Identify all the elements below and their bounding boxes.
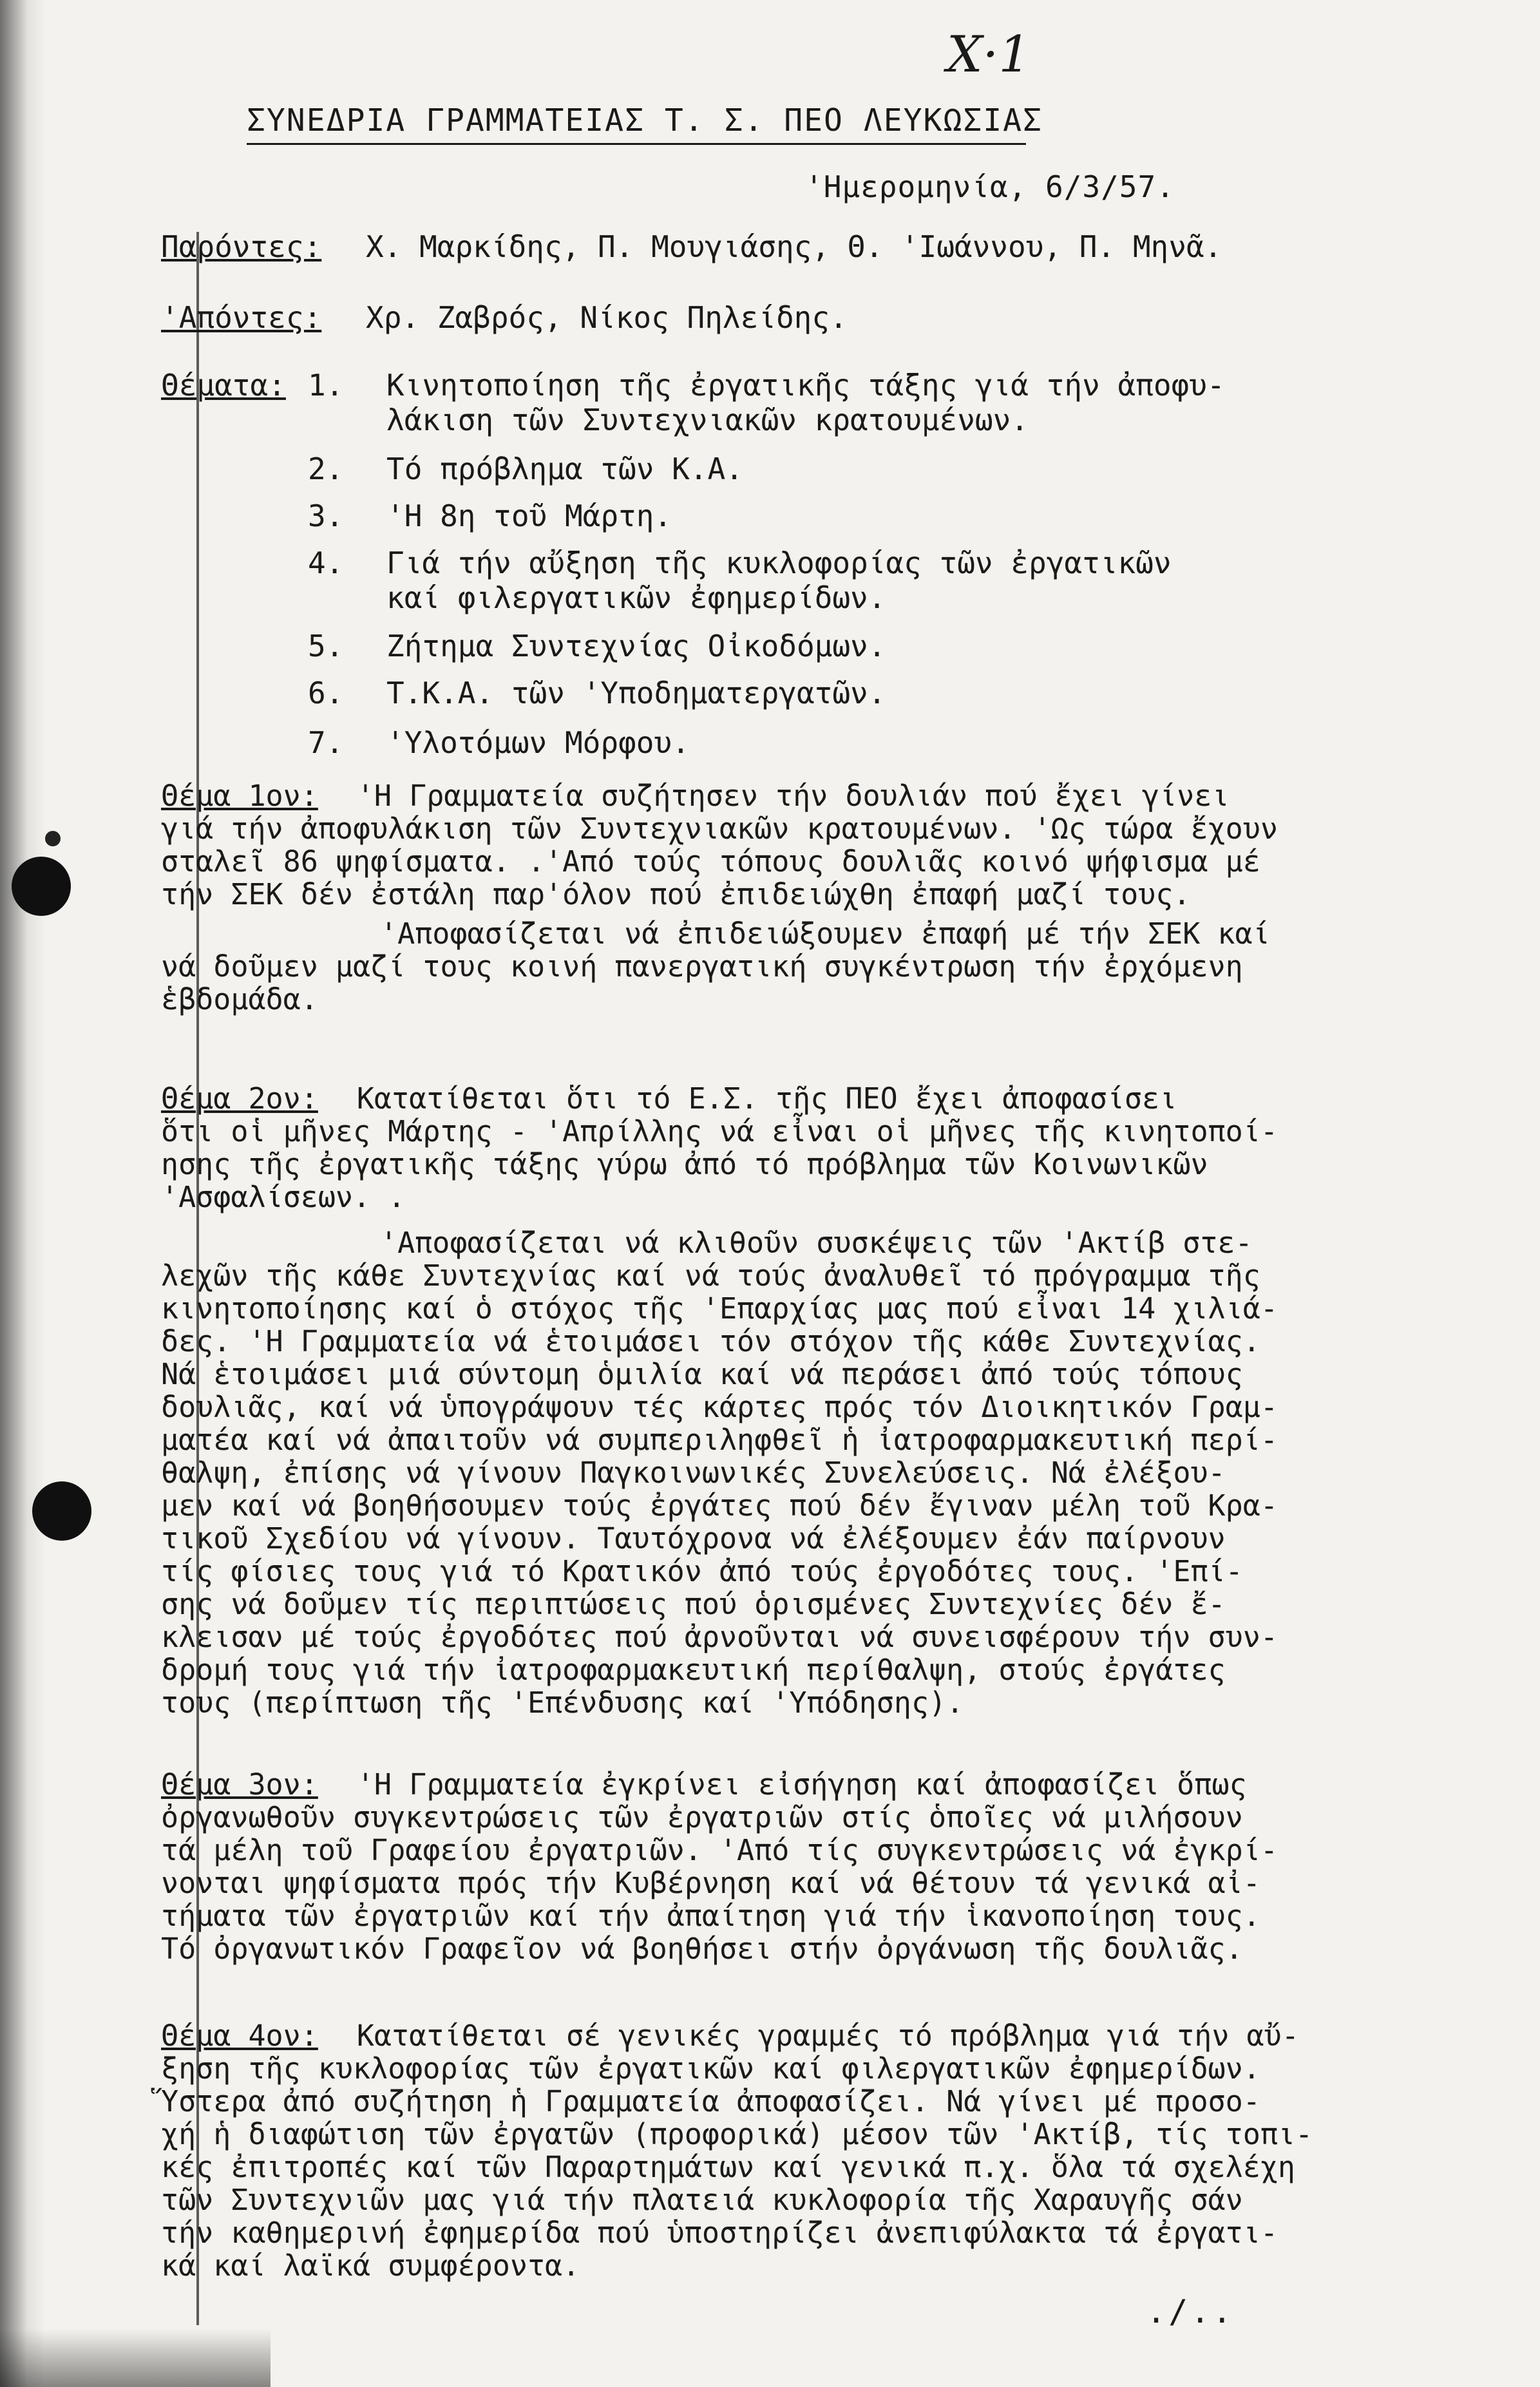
section-line: θαλψη, ἐπίσης νά γίνουν Παγκοινωνικές Συνελεύσεις. Νά ἐλέξου-	[161, 1456, 1226, 1490]
section-line: Νά ἑτοιμάσει μιά σύντομη ὁμιλία καί νά περάσει ἀπό τούς τόπους	[161, 1357, 1243, 1391]
topic-line: καί φιλεργατικῶν ἐφημερίδων.	[386, 580, 886, 615]
section-line: κές ἐπιτροπές καί τῶν Παραρτημάτων καί γενικά π.χ. ὅλα τά σχελέχη	[161, 2150, 1295, 2184]
section-line: μεν καί νά βοηθήσουμεν τούς ἐργάτες πού δέν ἔγιναν μέλη τοῦ Κρα-	[161, 1488, 1278, 1523]
document-date: 'Ημερομηνία, 6/3/57.	[805, 169, 1175, 204]
section-1	[161, 779, 1449, 1016]
section-line: δρομή τους γιά τήν ἰατροφαρμακευτική περίθαλψη, στούς ἐργάτες	[161, 1653, 1226, 1687]
section-3	[161, 1768, 1449, 1965]
topic-line: λάκιση τῶν Συντεχνιακῶν κρατουμένων.	[386, 403, 1029, 437]
section-line: σταλεῖ 86 ψηφίσματα. .'Από τούς τόπους δουλιᾶς κοινό ψήφισμα μέ	[161, 844, 1260, 879]
section-line: τήματα τῶν ἐργατριῶν καί τήν ἀπαίτηση γιά τήν ἱκανοποίηση τους.	[161, 1899, 1260, 1933]
topic-number: 6.	[308, 676, 344, 710]
section-line: 'Ασφαλίσεων. .	[161, 1180, 406, 1214]
section-line: 'Η Γραμματεία ἐγκρίνει εἰσήγηση καί ἀποφασίζει ὅπως	[356, 1767, 1247, 1802]
section-line: κινητοποίησης καί ὁ στόχος τῆς 'Επαρχίας μας πού εἶναι 14 χιλιά-	[161, 1291, 1278, 1326]
section-line: γιά τήν ἀποφυλάκιση τῶν Συντεχνιακῶν κρατουμένων. 'Ως τώρα ἔχουν	[161, 812, 1278, 846]
section-line: ξηση τῆς κυκλοφορίας τῶν ἐργατικῶν καί φιλεργατικῶν ἐφημερίδων.	[161, 2051, 1260, 2086]
topic-line: Τ.Κ.Α. τῶν 'Υποδηματεργατῶν.	[386, 676, 886, 710]
title-underline	[247, 143, 1026, 145]
section-line: νά δοῦμεν μαζί τους κοινή πανεργατική συγκέντρωση τήν ἐρχόμενη	[161, 949, 1243, 984]
topic-number: 1.	[308, 368, 344, 403]
absent-value: Χρ. Ζαβρός, Νίκος Πηλείδης.	[366, 300, 848, 335]
section-heading: Θέμα 4ον:	[161, 2019, 318, 2053]
section-2	[161, 1082, 1449, 1719]
topic-line: Τό πρόβλημα τῶν Κ.Α.	[386, 452, 743, 486]
section-line: τους (περίπτωση τῆς 'Επένδυσης καί 'Υπόδησης).	[161, 1686, 964, 1720]
section-4	[161, 2019, 1449, 2282]
punch-hole	[32, 1481, 91, 1541]
section-line: τά μέλη τοῦ Γραφείου ἐργατριῶν. 'Από τίς συγκεντρώσεις νά ἐγκρί-	[161, 1833, 1278, 1867]
section-line: 'Αποφασίζεται νά ἐπιδειώξουμεν ἐπαφή μέ τήν ΣΕΚ καί	[380, 917, 1270, 951]
absent-row	[161, 300, 848, 336]
section-line: τικοῦ Σχεδίου νά γίνουν. Ταυτόχρονα νά ἐλέξουμεν ἐάν παίρνουν	[161, 1521, 1226, 1555]
ink-dot	[45, 831, 61, 846]
section-line: κά καί λαϊκά συμφέροντα.	[161, 2249, 580, 2283]
section-line: τήν ΣΕΚ δέν ἐστάλη παρ'όλον πού ἐπιδειώχθη ἐπαφή μαζί τους.	[161, 877, 1191, 911]
present-value: Χ. Μαρκίδης, Π. Μουγιάσης, Θ. 'Ιωάννου, Π. Μηνᾶ.	[366, 229, 1222, 264]
scan-bottom-shadow	[0, 2329, 271, 2387]
topic-number: 5.	[308, 629, 344, 663]
section-line: τίς φίσιες τους γιά τό Κρατικόν ἀπό τούς ἐργοδότες τους. 'Επί-	[161, 1554, 1243, 1588]
section-line: χή ἡ διαφώτιση τῶν ἐργατῶν (προφορικά) μέσον τῶν 'Ακτίβ, τίς τοπι-	[161, 2117, 1313, 2151]
section-line: δες. 'Η Γραμματεία νά ἑτοιμάσει τόν στόχον τῆς κάθε Συντεχνίας.	[161, 1324, 1260, 1358]
topic-number: 2.	[308, 452, 344, 486]
topic-line: Ζήτημα Συντεχνίας Οἰκοδόμων.	[386, 629, 886, 663]
topics-label-row	[161, 367, 286, 403]
section-line: σης νά δοῦμεν τίς περιπτώσεις πού ὁρισμένες Συντεχνίες δέν ἔ-	[161, 1587, 1226, 1621]
topic-line: 'Υλοτόμων Μόρφου.	[386, 725, 690, 760]
present-label: Παρόντες:	[161, 229, 322, 264]
section-line: νονται ψηφίσματα πρός τήν Κυβέρνηση καί νά θέτουν τά γενικά αἰ-	[161, 1866, 1260, 1900]
topic-number: 3.	[308, 499, 344, 533]
section-line: τῶν Συντεχνιῶν μας γιά τήν πλατειά κυκλοφορία τῆς Χαραυγῆς σάν	[161, 2183, 1243, 2217]
topic-line: 'Η 8η τοῦ Μάρτη.	[386, 499, 672, 533]
section-line: ὀργανωθοῦν συγκεντρώσεις τῶν ἐργατριῶν στίς ὁποῖες νά μιλήσουν	[161, 1800, 1243, 1834]
section-line: ἑβδομάδα.	[161, 982, 318, 1016]
present-row	[161, 229, 1222, 265]
section-line: Κατατίθεται σέ γενικές γραμμές τό πρόβλημα γιά τήν αὔ-	[356, 2019, 1299, 2053]
continuation-marker: ./..	[1146, 2293, 1235, 2330]
punch-hole	[12, 857, 71, 916]
section-line: ὅτι οἱ μῆνες Μάρτης - 'Απρίλλης νά εἶναι οἱ μῆνες τῆς κινητοποί-	[161, 1114, 1278, 1148]
section-line: 'Η Γραμματεία συζήτησεν τήν δουλιάν πού ἔχει γίνει	[356, 779, 1230, 813]
topics-label: Θέματα:	[161, 368, 286, 403]
topic-number: 4.	[308, 546, 344, 580]
section-line: ησης τῆς ἐργατικῆς τάξης γύρω ἀπό τό πρόβλημα τῶν Κοινωνικῶν	[161, 1147, 1208, 1181]
section-line: Τό ὀργανωτικόν Γραφεῖον νά βοηθήσει στήν ὀργάνωση τῆς δουλιᾶς.	[161, 1932, 1243, 1966]
topic-number: 7.	[308, 725, 344, 760]
section-line: δουλιᾶς, καί νά ὑπογράψουν τές κάρτες πρός τόν Διοικητικόν Γραμ-	[161, 1390, 1278, 1424]
handwritten-mark: Χ·1	[947, 26, 1031, 84]
section-line: Κατατίθεται ὅτι τό Ε.Σ. τῆς ΠΕΟ ἔχει ἀποφασίσει	[356, 1081, 1177, 1116]
section-heading: Θέμα 2ον:	[161, 1081, 318, 1116]
section-line: Ὕστερα ἀπό συζήτηση ἡ Γραμματεία ἀποφασίζει. Νά γίνει μέ προσο-	[161, 2084, 1260, 2118]
section-heading: Θέμα 1ον:	[161, 779, 318, 813]
topic-line: Κινητοποίηση τῆς ἐργατικῆς τάξης γιά τήν ἀποφυ-	[386, 368, 1225, 403]
section-line: τήν καθημερινή ἐφημερίδα πού ὑποστηρίζει ἀνεπιφύλακτα τά ἐργατι-	[161, 2216, 1278, 2250]
topic-line: Γιά τήν αὔξηση τῆς κυκλοφορίας τῶν ἐργατικῶν	[386, 546, 1172, 580]
section-line: λεχῶν τῆς κάθε Συντεχνίας καί νά τούς ἀναλυθεῖ τό πρόγραμμα τῆς	[161, 1259, 1260, 1293]
section-line: ματέα καί νά ἀπαιτοῦν νά συμπεριληφθεῖ ἡ ἰατροφαρμακευτική περί-	[161, 1423, 1278, 1457]
scan-edge-shadow	[0, 0, 45, 2387]
section-heading: Θέμα 3ον:	[161, 1767, 318, 1802]
absent-label: 'Απόντες:	[161, 300, 322, 335]
section-line: 'Αποφασίζεται νά κλιθοῦν συσκέψεις τῶν 'Ακτίβ στε-	[380, 1226, 1253, 1260]
section-line: κλεισαν μέ τούς ἐργοδότες πού ἀρνοῦνται νά συνεισφέρουν τήν συν-	[161, 1620, 1278, 1654]
document-title: ΣΥΝΕΔΡΙΑ ΓΡΑΜΜΑΤΕΙΑΣ Τ. Σ. ΠΕΟ ΛΕΥΚΩΣΙΑΣ	[247, 102, 1043, 138]
